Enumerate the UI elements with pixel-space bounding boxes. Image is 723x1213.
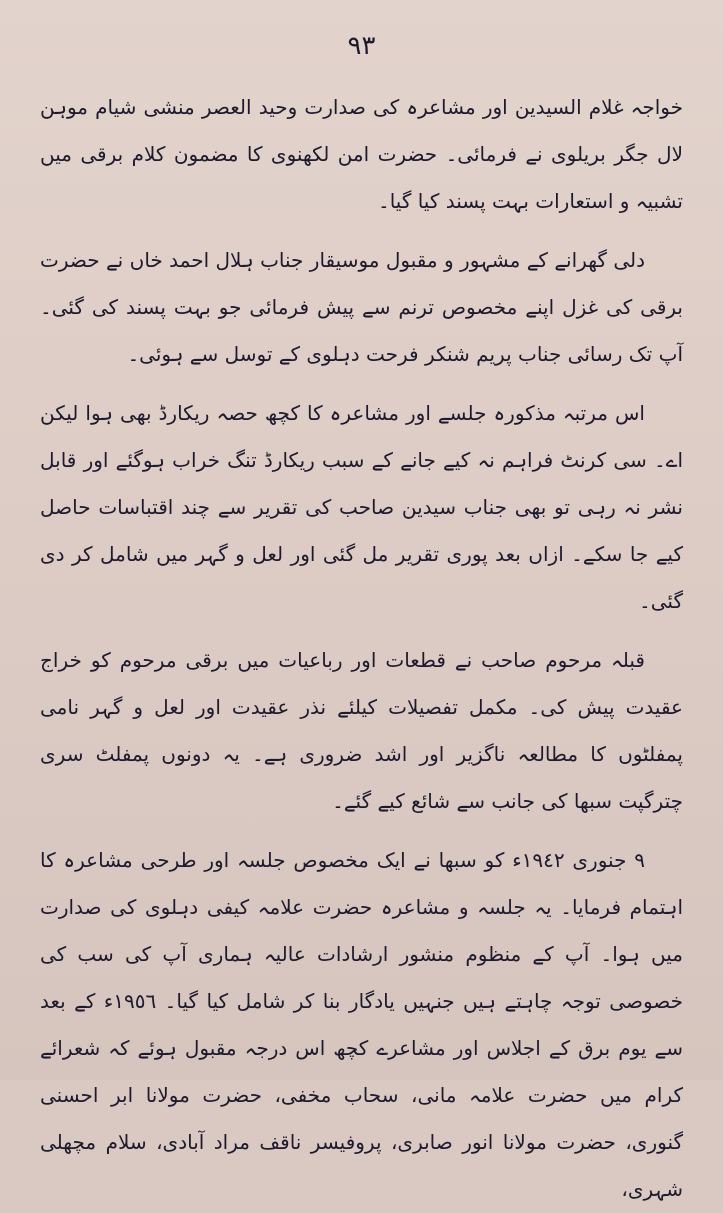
- paragraph-3: اس مرتبہ مذکورہ جلسے اور مشاعرہ کا کچھ حصہ ریکارڈ بھی ہوا لیکن اے۔ سی کرنٹ فراہم نہ کیے جانے کے سبب ریکارڈ تنگ خراب ہوگئے اور قابل نشر نہ رہی تو بھی جناب سیدین صاحب کی تقریر سے چند اقتباسات حاصل کیے جا سکے۔ ازاں بعد پوری تقریر مل گئی اور لعل و گہر میں شامل کر دی گئی۔: [40, 401, 683, 613]
- page-number: ٩٣: [347, 31, 376, 61]
- paragraph-4: قبلہ مرحوم صاحب نے قطعات اور رباعیات میں برقی مرحوم کو خراج عقیدت پیش کی۔ مکمل تفصیلات کیلئے نذر عقیدت اور لعل و گہر نامی پمفلٹوں کا مطالعہ ناگزیر اور اشد ضروری ہے۔ یہ دونوں پمفلٹ سری چترگپت سبھا کی جانب سے شائع کیے گئے۔: [40, 648, 683, 813]
- paragraph-5: ٩ جنوری ١٩٤٢ء کو سبھا نے ایک مخصوص جلسہ اور طرحی مشاعرہ کا اہتمام فرمایا۔ یہ جلسہ و مشاعرہ حضرت علامہ کیفی دہلوی کی صدارت میں ہوا۔ آپ کے منظوم منشور ارشادات عالیہ ہماری آپ کی سب کی خصوصی توجہ چاہتے ہیں جنہیں یادگار بنا کر شامل کیا گیا۔ ١٩٥٦ء کے بعد سے یوم برق کے اجلاس اور مشاعرے کچھ اس درجہ مقبول ہوئے کہ شعرائے کرام میں حضرت علامہ مانی، سحاب مخفی، حضرت مولانا ابر احسنی گنوری، حضرت مولانا انور صابری، پروفیسر ناقف مراد آبادی، سلام مچھلی شہری،: [40, 848, 683, 1201]
- paragraph-2: دلی گھرانے کے مشہور و مقبول موسیقار جناب ہلال احمد خاں نے حضرت برقی کی غزل اپنے مخصوص ترنم سے پیش فرمائی جو بہت پسند کی گئی۔ آپ تک رسائی جناب پریم شنکر فرحت دہلوی کے توسل سے ہوئی۔: [40, 248, 683, 366]
- paragraph-1: خواجہ غلام السیدین اور مشاعرہ کی صدارت وحید العصر منشی شیام موہن لال جگر بریلوی نے فرمائی۔ حضرت امن لکھنوی کا مضمون کلام برقی میں تشبیہ و استعارات بہت پسند کیا گیا۔: [40, 95, 683, 213]
